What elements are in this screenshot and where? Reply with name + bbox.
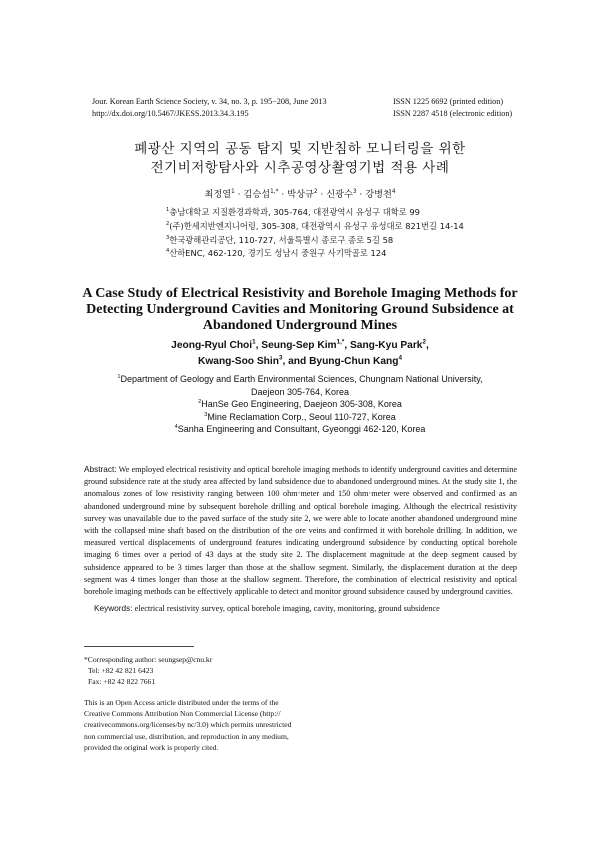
- affiliation-sup: 4: [166, 248, 170, 255]
- author-sup: 1: [231, 188, 235, 195]
- affiliation-line: [90, 398, 510, 411]
- affiliation-text: Sanha Engineering and Consultant, Gyeonggi 462-120, Korea: [177, 424, 426, 435]
- abstract-text: We employed electrical resistivity and optical borehole imaging methods to identify underground cavities and determine ground subsidence rate at the study area affected by land subsidence due to abandoned underground mines. At the study site 1, the anomalous zones of low resistivity ranging between 100 ohm·meter and 150 ohm·meter were observed and confirmed as an abandoned underground mine by subsequent borehole drilling and optical borehole imaging. Although the electrical resistivity survey was unavailable due to the paved surface of the study site 2, we were able to locate another abandoned underground mine with the collapsed mine shaft based on the distribution of the ore veins and confirmed it with borehole drilling. In addition, we measured vertical displacements of underground features indicating underground subsidence by conducting optical borehole imaging 6 times over a period of 43 days at the study site 2. The displacement magnitude at the deep segment caused by subsidence appeared to be 3 times larger than those at the shallow segment. Similarly, the displacement duration at the deep segment was 4 times longer than those at the shallow segment. Therefore, the combination of electrical resistivity and optical borehole imaging methods can be effectively applicable to detect and monitor ground subsidence caused by underground cavities.: [84, 465, 517, 597]
- authors-line-1: [60, 338, 540, 354]
- affiliation-text: 산하ENC, 462-120, 경기도 성남시 중원구 사기막골로 124: [169, 248, 387, 259]
- author-name: Byung-Chun Kang: [309, 356, 399, 367]
- affiliation-sup: 3: [166, 234, 170, 241]
- english-affiliations: [90, 373, 510, 436]
- keywords-text: electrical resistivity survey, optical borehole imaging, cavity, monitoring, ground subsidence: [134, 604, 440, 613]
- affiliation-sup: 4: [174, 424, 178, 431]
- affiliation-line: [90, 386, 510, 399]
- affiliation-text: Department of Geology and Earth Environmental Sciences, Chungnam National University,: [120, 374, 483, 384]
- korean-authors: [60, 186, 540, 200]
- open-access-line: provided the original work is properly cited.: [84, 742, 219, 752]
- author-sup: 3: [352, 188, 357, 195]
- corresponding-email: *Corresponding author: seungsep@cnu.kr: [84, 655, 213, 664]
- author-separator: ·: [278, 189, 288, 200]
- affiliation-text: (주)한세지반엔지니어링, 305-308, 대전광역시 유성구 유성대로 821번길 14-14: [169, 220, 464, 231]
- journal-citation: Jour. Korean Earth Science Society, v. 34, no. 3, p. 195−208, June 2013: [92, 97, 327, 106]
- open-access-line: This is an Open Access article distributed under the terms of the: [84, 698, 279, 707]
- author-separator: ,: [255, 340, 262, 351]
- author-name: Jeong-Ryul Choi: [171, 340, 253, 351]
- open-access-notice: [84, 697, 314, 753]
- author-name: 최정열: [204, 189, 232, 200]
- open-access-line: creativecommons.org/licenses/by nc/3.0) which permits unrestricted: [84, 720, 292, 730]
- affiliation-line: [166, 206, 464, 220]
- english-title: [60, 286, 540, 334]
- author-name: Sang-Kyu Park: [350, 340, 423, 351]
- english-title-line-3: Abandoned Underground Mines: [202, 318, 398, 333]
- affiliation-line: [166, 247, 464, 261]
- doi-link[interactable]: http://dx.doi.org/10.5467/JKESS.2013.34.3.195: [92, 109, 249, 118]
- affiliation-sup: 2: [198, 399, 202, 406]
- english-authors: [60, 338, 540, 370]
- author-name: 신광수: [326, 189, 353, 200]
- author-separator: , and: [282, 356, 310, 367]
- affiliation-text: HanSe Geo Engineering, Daejeon 305-308, Korea: [201, 399, 402, 410]
- affiliation-sup: 1: [166, 207, 170, 214]
- author-name: Seung-Sep Kim: [261, 340, 337, 351]
- corresponding-author-footnote: [84, 654, 212, 688]
- keywords-label: Keywords:: [94, 604, 133, 613]
- affiliation-text: 충남대학교 지질환경과학과, 305-764, 대전광역시 유성구 대학로 99: [169, 207, 420, 217]
- author-sup: 4: [398, 354, 402, 362]
- issn-print: ISSN 1225 6692 (printed edition): [393, 97, 504, 106]
- author-sup: 1: [252, 338, 256, 346]
- author-sup: 2: [313, 188, 318, 195]
- author-sup: 1,*: [270, 188, 279, 195]
- abstract-label: Abstract:: [84, 465, 117, 474]
- author-sup: 4: [391, 188, 396, 195]
- english-title-line-1: A Case Study of Electrical Resistivity and Borehole Imaging Methods for: [82, 286, 518, 301]
- korean-title-line-1: 폐광산 지역의 공동 탐지 및 지반침하 모니터링을 위한: [134, 141, 466, 157]
- author-separator: ·: [234, 189, 244, 200]
- author-separator: ,: [425, 340, 429, 351]
- affiliation-line: [90, 411, 510, 424]
- korean-affiliations: [166, 206, 464, 261]
- author-name: 박상규: [287, 189, 314, 200]
- author-separator: ·: [317, 189, 327, 200]
- author-separator: ,: [344, 340, 350, 351]
- affiliation-text: Mine Reclamation Corp., Seoul 110-727, Korea: [207, 411, 396, 422]
- author-separator: ·: [356, 189, 366, 200]
- affiliation-sup: 2: [166, 221, 170, 228]
- footnote-divider: [84, 646, 194, 647]
- issn-block: [393, 96, 512, 120]
- open-access-line: non commercial use, distribution, and reproduction in any medium,: [84, 731, 289, 741]
- corresponding-fax: Fax: +82 42 822 7661: [88, 677, 156, 687]
- keywords: [94, 603, 514, 615]
- affiliation-line: [166, 220, 464, 234]
- author-sup: 3: [278, 354, 283, 362]
- author-sup: 1,*: [336, 338, 345, 346]
- corresponding-tel: Tel: +82 42 821 6423: [88, 666, 154, 676]
- author-name: Kwang-Soo Shin: [198, 356, 279, 367]
- journal-header: [92, 96, 327, 120]
- abstract: [84, 464, 517, 598]
- authors-line-2: [60, 354, 540, 370]
- korean-title: [60, 140, 540, 178]
- author-name: 강병천: [365, 189, 392, 200]
- affiliation-line: [90, 423, 510, 436]
- issn-electronic: ISSN 2287 4518 (electronic edition): [393, 109, 513, 118]
- author-sup: 2: [422, 338, 426, 346]
- affiliation-sup: 3: [204, 411, 208, 418]
- affiliation-text: Daejeon 305-764, Korea: [250, 386, 350, 397]
- english-title-line-2: Detecting Underground Cavities and Monitoring Ground Subsidence at: [86, 302, 514, 317]
- author-name: 김승섭: [243, 189, 271, 200]
- korean-title-line-2: 전기비저항탐사와 시추공영상촬영기법 적용 사례: [150, 160, 450, 176]
- affiliation-text: 한국광해관리공단, 110-727, 서울특별시 종로구 종로 5길 58: [169, 234, 394, 245]
- affiliation-line: [166, 234, 464, 248]
- open-access-line: Creative Commons Attribution Non Commercial License (http://: [84, 709, 281, 719]
- affiliation-line: [90, 373, 510, 386]
- affiliation-sup: 1: [117, 374, 121, 380]
